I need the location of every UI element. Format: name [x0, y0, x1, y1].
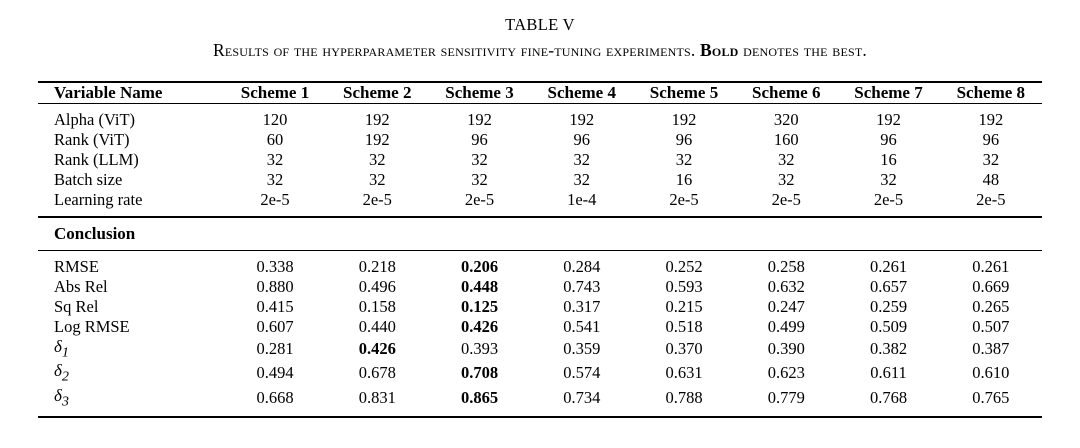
cell-metric-1-scheme-1: 0.880	[256, 276, 294, 296]
cell-metric-3-scheme-2: 0.440	[358, 316, 396, 336]
table-row	[38, 297, 1042, 317]
row-label: Rank (LLM)	[54, 149, 139, 169]
column-header-scheme-1: Scheme 1	[224, 82, 326, 104]
table-row	[38, 250, 1042, 277]
cell-metric-4-scheme-4: 0.359	[563, 339, 601, 359]
cell-hyper-3-scheme-3: 32	[471, 169, 488, 189]
table-title	[38, 39, 1042, 63]
cell-metric-1-scheme-2: 0.496	[358, 276, 396, 296]
cell-hyper-0-scheme-7: 192	[876, 109, 901, 129]
table-title-bold: Bold	[700, 40, 739, 61]
cell-metric-1-scheme-8: 0.669	[972, 276, 1010, 296]
row-label: Rank (ViT)	[54, 129, 130, 149]
cell-hyper-0-scheme-3: 192	[467, 109, 492, 129]
cell-metric-5-scheme-2: 0.678	[358, 363, 396, 383]
cell-hyper-3-scheme-7: 32	[880, 169, 897, 189]
cell-metric-3-scheme-3: 0.426	[460, 316, 499, 336]
column-header-scheme-5: Scheme 5	[633, 82, 735, 104]
cell-hyper-2-scheme-6: 32	[778, 149, 795, 169]
row-label: Log RMSE	[54, 316, 130, 336]
cell-metric-2-scheme-7: 0.259	[869, 296, 908, 316]
cell-metric-3-scheme-4: 0.541	[563, 316, 601, 336]
table-row	[38, 130, 1042, 150]
results-table	[38, 81, 1042, 418]
table-row	[38, 386, 1042, 417]
cell-hyper-0-scheme-6: 320	[773, 109, 799, 129]
cell-metric-0-scheme-2: 0.218	[358, 256, 396, 276]
section-label-spacer	[837, 217, 939, 251]
section-label-spacer	[633, 217, 735, 251]
section-label-spacer	[224, 217, 326, 251]
table-row	[38, 317, 1042, 337]
table-row	[38, 277, 1042, 297]
table-number: TABLE V	[505, 15, 575, 34]
cell-metric-2-scheme-8: 0.265	[972, 296, 1010, 316]
row-label: Batch size	[54, 169, 123, 189]
table-row	[38, 170, 1042, 190]
table-title-tail: denotes the best.	[738, 40, 867, 61]
cell-metric-4-scheme-2: 0.426	[358, 339, 396, 359]
cell-hyper-0-scheme-5: 192	[671, 109, 697, 129]
cell-metric-0-scheme-8: 0.261	[972, 256, 1010, 276]
column-header-scheme-7: Scheme 7	[837, 82, 939, 104]
cell-hyper-2-scheme-7: 16	[880, 149, 897, 169]
cell-hyper-3-scheme-6: 32	[778, 169, 795, 189]
cell-hyper-1-scheme-4: 96	[573, 129, 590, 149]
cell-hyper-4-scheme-4: 1e-4	[567, 189, 597, 209]
table-row	[38, 150, 1042, 170]
cell-hyper-2-scheme-2: 32	[369, 149, 386, 169]
row-label: $\delta_1$	[54, 336, 69, 361]
cell-hyper-4-scheme-2: 2e-5	[362, 189, 392, 209]
cell-metric-1-scheme-5: 0.593	[665, 276, 703, 296]
cell-hyper-0-scheme-4: 192	[569, 109, 595, 129]
section-label-spacer	[940, 217, 1042, 251]
cell-metric-3-scheme-1: 0.607	[256, 316, 294, 336]
cell-hyper-1-scheme-5: 96	[675, 129, 693, 149]
cell-metric-6-scheme-7: 0.768	[837, 386, 939, 417]
cell-hyper-0-scheme-1: 120	[262, 109, 288, 129]
cell-metric-6-scheme-5: 0.788	[633, 386, 735, 417]
table-body	[38, 103, 1042, 417]
cell-hyper-2-scheme-8: 32	[982, 149, 1000, 169]
cell-metric-0-scheme-5: 0.252	[665, 256, 703, 276]
row-label: $\delta_3$	[38, 386, 224, 417]
cell-metric-2-scheme-4: 0.317	[563, 296, 601, 316]
cell-metric-3-scheme-6: 0.499	[767, 316, 805, 336]
column-header-scheme-3: Scheme 3	[428, 82, 530, 104]
cell-metric-5-scheme-3: 0.708	[460, 363, 499, 383]
cell-hyper-0-scheme-2: 192	[364, 109, 390, 129]
cell-hyper-4-scheme-8: 2e-5	[976, 189, 1006, 209]
cell-hyper-3-scheme-1: 32	[266, 169, 284, 189]
cell-metric-0-scheme-6: 0.258	[767, 256, 805, 276]
cell-hyper-1-scheme-1: 60	[266, 129, 284, 149]
section-label-conclusion: Conclusion	[38, 217, 224, 251]
row-label: Learning rate	[54, 189, 143, 209]
table-header-row	[38, 82, 1042, 104]
table-row	[38, 190, 1042, 217]
cell-metric-6-scheme-4: 0.734	[531, 386, 633, 417]
cell-metric-1-scheme-6: 0.632	[767, 276, 805, 296]
row-label: Sq Rel	[54, 296, 99, 316]
section-label-spacer	[428, 217, 530, 251]
cell-metric-5-scheme-6: 0.623	[767, 363, 805, 383]
cell-metric-5-scheme-8: 0.610	[972, 363, 1010, 383]
cell-hyper-4-scheme-7: 2e-5	[873, 189, 904, 209]
cell-metric-0-scheme-3: 0.206	[460, 256, 499, 276]
row-label: Alpha (ViT)	[54, 109, 136, 129]
cell-metric-1-scheme-3: 0.448	[460, 276, 499, 296]
cell-hyper-3-scheme-4: 32	[573, 169, 590, 189]
cell-metric-5-scheme-1: 0.494	[256, 363, 294, 383]
cell-metric-5-scheme-4: 0.574	[563, 363, 601, 383]
table-row	[38, 337, 1042, 361]
cell-metric-4-scheme-3: 0.393	[460, 339, 499, 359]
section-label-spacer	[531, 217, 633, 251]
cell-metric-1-scheme-7: 0.657	[869, 276, 908, 296]
row-label: Abs Rel	[54, 276, 108, 296]
cell-metric-2-scheme-1: 0.415	[256, 296, 294, 316]
column-header-scheme-2: Scheme 2	[326, 82, 428, 104]
cell-metric-4-scheme-1: 0.281	[256, 339, 294, 359]
cell-metric-6-scheme-3: 0.865	[428, 386, 530, 417]
column-header-scheme-4: Scheme 4	[531, 82, 633, 104]
cell-hyper-4-scheme-1: 2e-5	[260, 189, 290, 209]
cell-metric-2-scheme-2: 0.158	[358, 296, 396, 316]
section-label-row	[38, 217, 1042, 251]
cell-hyper-2-scheme-5: 32	[675, 149, 693, 169]
cell-hyper-1-scheme-2: 192	[364, 129, 390, 149]
cell-hyper-3-scheme-2: 32	[369, 169, 386, 189]
table-row	[38, 361, 1042, 385]
cell-metric-4-scheme-7: 0.382	[869, 339, 908, 359]
column-header-scheme-8: Scheme 8	[940, 82, 1042, 104]
cell-metric-6-scheme-1: 0.668	[224, 386, 326, 417]
cell-metric-3-scheme-7: 0.509	[869, 316, 908, 336]
cell-metric-0-scheme-7: 0.261	[869, 256, 908, 276]
cell-hyper-3-scheme-8: 48	[982, 169, 1000, 189]
cell-hyper-4-scheme-3: 2e-5	[464, 189, 495, 209]
cell-metric-2-scheme-3: 0.125	[460, 296, 499, 316]
cell-metric-4-scheme-6: 0.390	[767, 339, 805, 359]
cell-hyper-3-scheme-5: 16	[675, 169, 693, 189]
cell-metric-4-scheme-8: 0.387	[972, 339, 1010, 359]
row-label: RMSE	[54, 256, 99, 276]
cell-metric-2-scheme-5: 0.215	[665, 296, 703, 316]
cell-metric-5-scheme-7: 0.611	[870, 363, 907, 383]
cell-hyper-2-scheme-1: 32	[266, 149, 284, 169]
cell-metric-3-scheme-5: 0.518	[665, 316, 703, 336]
cell-metric-6-scheme-2: 0.831	[326, 386, 428, 417]
table-row	[38, 103, 1042, 130]
cell-metric-2-scheme-6: 0.247	[767, 296, 805, 316]
cell-metric-6-scheme-6: 0.779	[735, 386, 837, 417]
cell-metric-0-scheme-1: 0.338	[256, 256, 294, 276]
table-title-plain: Results of the hyperparameter sensitivity fine-tuning experiments.	[213, 40, 701, 61]
cell-hyper-4-scheme-6: 2e-5	[771, 189, 801, 209]
cell-hyper-2-scheme-4: 32	[573, 149, 590, 169]
cell-metric-5-scheme-5: 0.631	[665, 363, 703, 383]
row-label: $\delta_2$	[54, 361, 69, 385]
cell-metric-6-scheme-8: 0.765	[940, 386, 1042, 417]
section-label-spacer	[326, 217, 428, 251]
column-header-variable-name: Variable Name	[38, 82, 224, 104]
table-caption	[38, 14, 1042, 63]
cell-hyper-1-scheme-8: 96	[982, 129, 1000, 149]
cell-metric-1-scheme-4: 0.743	[563, 276, 601, 296]
cell-hyper-1-scheme-6: 160	[773, 129, 799, 149]
cell-hyper-0-scheme-8: 192	[978, 109, 1004, 129]
cell-metric-4-scheme-5: 0.370	[665, 339, 703, 359]
cell-metric-0-scheme-4: 0.284	[563, 256, 601, 276]
section-label-spacer	[735, 217, 837, 251]
cell-hyper-2-scheme-3: 32	[471, 149, 488, 169]
column-header-scheme-6: Scheme 6	[735, 82, 837, 104]
cell-hyper-1-scheme-7: 96	[880, 129, 897, 149]
cell-hyper-4-scheme-5: 2e-5	[669, 189, 699, 209]
table-head	[38, 82, 1042, 104]
cell-metric-3-scheme-8: 0.507	[972, 316, 1010, 336]
cell-hyper-1-scheme-3: 96	[471, 129, 488, 149]
